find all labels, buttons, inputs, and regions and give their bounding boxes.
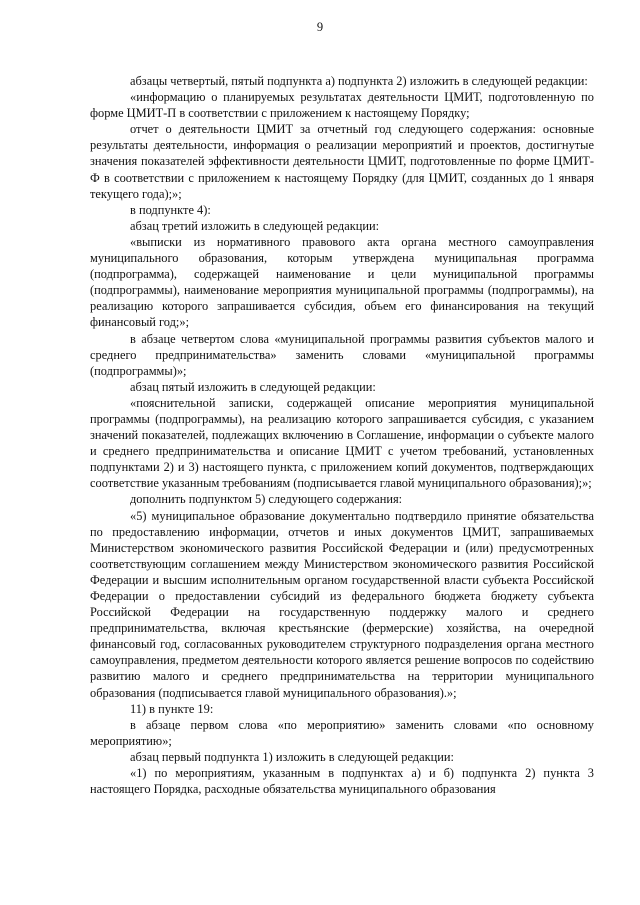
paragraph: абзац первый подпункта 1) изложить в следующей редакции: <box>130 749 454 764</box>
paragraph: «1) по мероприятиям, указанным в подпунктах а) и б) подпункта 2) пункта 3 настоящего Порядка, расходные обязательства муниципального образования <box>90 766 594 797</box>
paragraph: абзацы четвертый, пятый подпункта а) подпункта 2) изложить в следующей редакции: <box>130 74 588 88</box>
paragraph: в абзаце четвертом слова «муниципальной программы развития субъектов малого и среднего предпринимательства» заменить словами «муниципальной программы (подпрограммы)»; <box>90 331 594 378</box>
paragraph: «пояснительной записки, содержащей описание мероприятия муниципальной программы (подпрограммы), на реализацию которого запрашивается субсидия, с указанием значений показателей, подлежащих включению в Соглашение, информации о субъекте малого и среднего предпринимательства и описание ЦМИТ с учетом требований, установленных подпунктами 2) и 3) настоящего пункта, с приложением копий документов, подтверждающих соответствие указанным требованиям (подписывается главой муниципального образования);»; <box>90 395 594 491</box>
paragraph: абзац пятый изложить в следующей редакции: <box>130 379 376 394</box>
paragraph: в подпункте 4): <box>130 202 211 217</box>
paragraph: «5) муниципальное образование документально подтвердило принятие обязательства по предоставлению информации, отчетов и иных документов ЦМИТ, запрашиваемых Министерством экономического развития Российской Федерации и (или) предусмотренных соответствующим соглашением между Министерством экономического развития Российской Федерации и высшим исполнительным органом государственной власти субъекта Российской Федерации о предоставлении субсидий из федерального бюджета бюджету субъекта Российской Федерации на государственную поддержку малого и среднего предпринимательства, включая крестьянские (фермерские) хозяйства, на очередной финансовый год, согласованных руководителем структурного подразделения органа местного самоуправления, предметом деятельности которого является решение вопросов по содействию развитию малого и среднего предпринимательства на территории муниципального образования (подписывается главой муниципального образования).»; <box>90 508 594 700</box>
paragraph: в абзаце первом слова «по мероприятию» заменить словами «по основному мероприятию»; <box>90 717 594 748</box>
page-number: 9 <box>316 20 324 34</box>
document-body <box>90 73 594 797</box>
paragraph: абзац третий изложить в следующей редакции: <box>130 218 380 233</box>
paragraph: «выписки из нормативного правового акта органа местного самоуправления муниципального образования, которым утверждена муниципальная программа (подпрограмма), содержащей наименование и цели муниципальной программы (подпрограммы), наименование мероприятия муниципальной программы (подпрограммы), на реализацию которого запрашивается субсидия, объем его финансирования на текущий финансовый год;»; <box>90 234 594 330</box>
paragraph: «информацию о планируемых результатах деятельности ЦМИТ, подготовленную по форме ЦМИТ-П в соответствии с приложением к настоящему Порядку; <box>90 90 594 121</box>
paragraph: 11) в пункте 19: <box>130 701 214 716</box>
paragraph: отчет о деятельности ЦМИТ за отчетный год следующего содержания: основные результаты деятельности, информация о реализации мероприятий и проектов, достигнутые значения показателей эффективности деятельности ЦМИТ, подготовленные по форме ЦМИТ-Ф в соответствии с приложением к настоящему Порядку (для ЦМИТ, созданных до 1 января текущего года);»; <box>90 122 594 201</box>
paragraph: дополнить подпунктом 5) следующего содержания: <box>130 492 403 507</box>
